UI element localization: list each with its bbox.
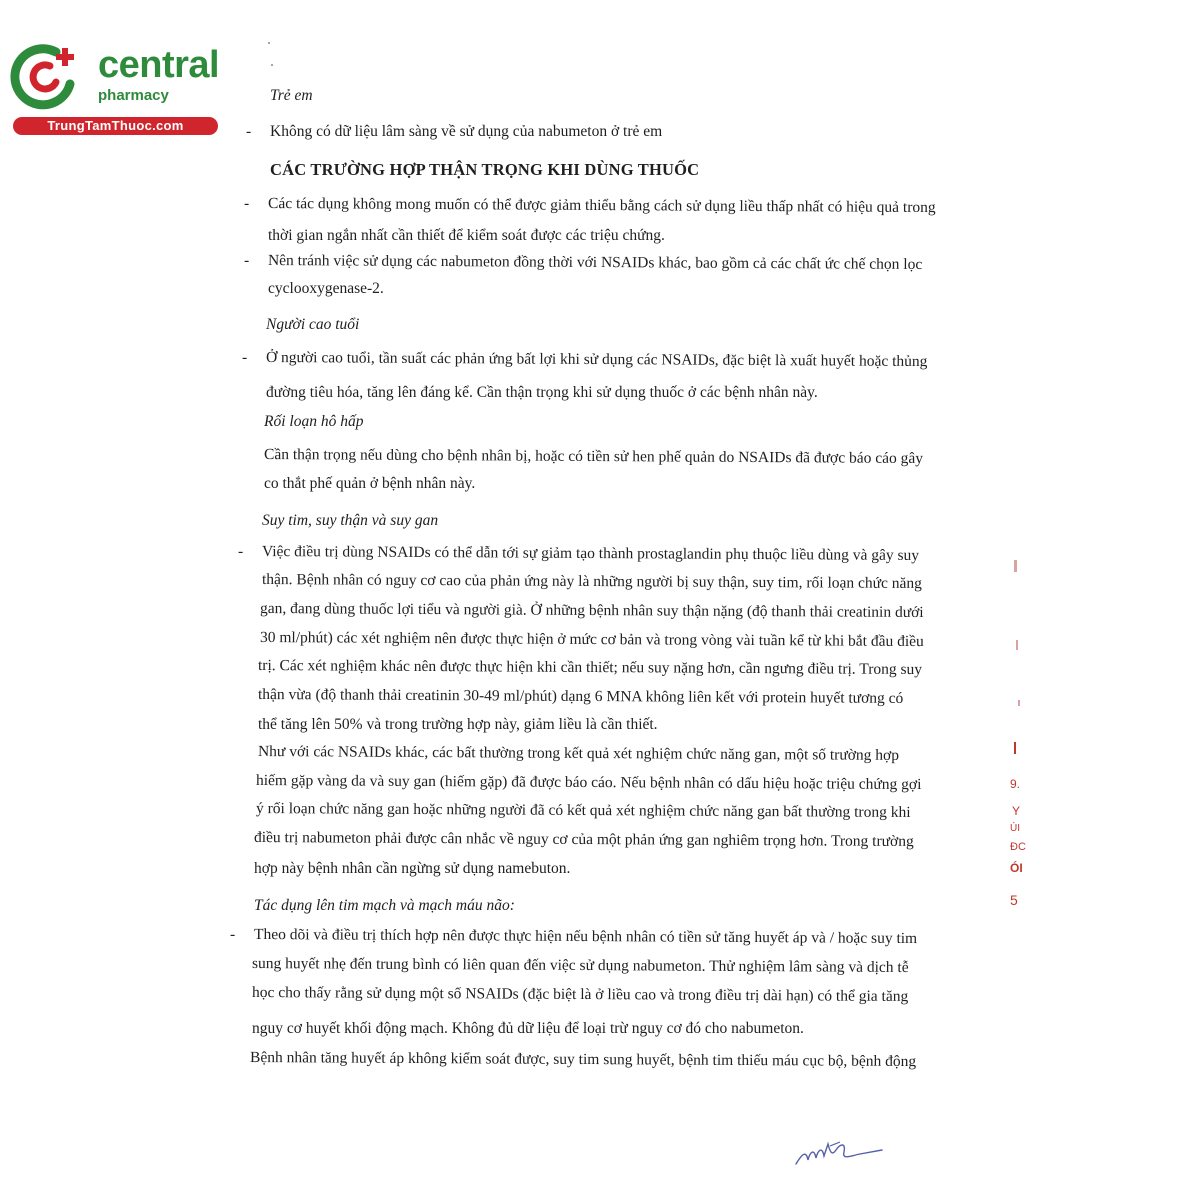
stamp-mark (1016, 640, 1018, 650)
text-line: đường tiêu hóa, tăng lên đáng kể. Cần thận trọng khi sử dụng thuốc ở các bệnh nhân này. (266, 384, 818, 401)
scan-speck (268, 42, 270, 44)
text-line: thận. Bệnh nhân có nguy cơ cao của phản ứng này là những người bị suy thận, suy tim, rối loạn chức năng (261, 571, 923, 593)
section-label-nguoi-cao-tuoi: Người cao tuổi (266, 316, 360, 333)
text-line: hợp này bệnh nhân cần ngừng sử dụng namebuton. (254, 860, 571, 877)
pharmacy-logo (10, 38, 220, 138)
central-pharmacy-logo-icon (10, 38, 82, 110)
text-line: co thắt phế quản ở bệnh nhân này. (264, 475, 476, 492)
section-label-tre-em: Trẻ em (270, 87, 313, 104)
section-label-tac-dung: Tác dụng lên tim mạch và mạch máu não: (254, 897, 515, 914)
stamp-text: ÚI (1010, 823, 1020, 834)
bullet-dash: - (230, 926, 236, 943)
text-line: gan, đang dùng thuốc lợi tiểu và người già. Ở những bệnh nhân suy thận nặng (độ thanh thải creatinin dưới (259, 600, 924, 622)
text-line: Việc điều trị dùng NSAIDs có thể dẫn tới sự giảm tạo thành prostaglandin phụ thuộc liều dùng và gây suy (261, 543, 920, 565)
stamp-text: ÓI (1010, 861, 1023, 875)
text-line: Theo dõi và điều trị thích hợp nên được thực hiện nếu bệnh nhân có tiền sử tăng huyết áp và / hoặc suy tim (253, 926, 918, 948)
stamp-text: ĐC (1010, 841, 1026, 853)
section-label-suy-tim: Suy tim, suy thận và suy gan (262, 512, 439, 529)
bullet-dash: - (242, 349, 248, 366)
logo-website-banner: TrungTamThuoc.com (13, 117, 218, 135)
text-line: thể tăng lên 50% và trong trường hợp này, giảm liều là cần thiết. (258, 716, 658, 733)
text-line: Các tác dụng không mong muốn có thể được giảm thiểu bằng cách sử dụng liều thấp nhất có hiệu quả trong (267, 195, 936, 217)
stamp-mark (1014, 742, 1016, 754)
text-line: thận vừa (độ thanh thải creatinin 30-49 ml/phút) dạng 6 MNA không liên kết với protein huyết tương có (257, 686, 904, 707)
text-line: Bệnh nhân tăng huyết áp không kiểm soát được, suy tim sung huyết, bệnh tim thiếu máu cục bộ, bệnh động (249, 1049, 917, 1071)
stamp-mark (1018, 700, 1020, 706)
stamp-mark (1014, 560, 1017, 572)
stamp-text: 9. (1010, 777, 1021, 791)
logo-wordmark: central (98, 44, 220, 86)
bullet-dash: - (238, 543, 244, 560)
text-line: 30 ml/phút) các xét nghiệm nên được thực hiện ở mức cơ bản và trong vòng vài tuần kể từ khi bắt đầu điều (259, 629, 924, 651)
scan-speck (271, 64, 273, 66)
text-line: trị. Các xét nghiệm khác nên được thực hiện khi cần thiết; nếu suy nặng hơn, cần ngưng điều trị. Trong suy (257, 657, 923, 679)
text-line: cyclooxygenase-2. (268, 280, 384, 297)
text-line: ý rối loạn chức năng gan hoặc những người đã có kết quả xét nghiệm chức năng gan bất thường trong khi (255, 800, 911, 821)
stamp-text: Y (1012, 804, 1021, 818)
text-line: thời gian ngắn nhất cần thiết để kiểm soát được các triệu chứng. (268, 227, 665, 244)
text-line: điều trị nabumeton phải được cân nhắc về nguy cơ của một phản ứng gan nghiêm trọng hơn. Trong trường (253, 829, 914, 851)
section-heading: CÁC TRƯỜNG HỢP THẬN TRỌNG KHI DÙNG THUỐC (270, 160, 700, 179)
text-line: sung huyết nhẹ đến trung bình có liên quan đến việc sử dụng nabumeton. Thử nghiệm lâm sàng và dịch tễ (251, 955, 909, 977)
text-line: Như với các NSAIDs khác, các bất thường trong kết quả xét nghiệm chức năng gan, một số trường hợp (257, 743, 900, 764)
text-line: Ở người cao tuổi, tần suất các phản ứng bất lợi khi sử dụng các NSAIDs, đặc biệt là xuất huyết hoặc thủng (265, 349, 928, 371)
text-line: Nên tránh việc sử dụng các nabumeton đồng thời với NSAIDs khác, bao gồm cả các chất ức chế chọn lọc (267, 252, 923, 273)
logo-subtitle: pharmacy (98, 87, 169, 104)
bullet-dash: - (246, 123, 252, 140)
section-label-roi-loan-ho-hap: Rối loạn hô hấp (264, 413, 364, 430)
text-line: học cho thấy rằng sử dụng một số NSAIDs (đặc biệt là ở liều cao và trong điều trị dài hạn) có thể gia tăng (251, 984, 909, 1006)
text-line: Không có dữ liệu lâm sàng về sử dụng của nabumeton ở trẻ em (270, 123, 663, 140)
text-line: nguy cơ huyết khối động mạch. Không đủ dữ liệu để loại trừ nguy cơ đó cho nabumeton. (252, 1020, 804, 1037)
handwritten-signature-icon (790, 1132, 890, 1172)
bullet-dash: - (244, 252, 250, 269)
bullet-dash: - (244, 195, 250, 212)
text-line: hiếm gặp vàng da và suy gan (hiếm gặp) đã được báo cáo. Nếu bệnh nhân có dấu hiệu hoặc triệu chứng gợi (255, 772, 922, 794)
text-line: Cần thận trọng nếu dùng cho bệnh nhân bị, hoặc có tiền sử hen phế quản do NSAIDs đã được báo cáo gây (263, 446, 924, 468)
stamp-text: 5 (1010, 892, 1018, 908)
